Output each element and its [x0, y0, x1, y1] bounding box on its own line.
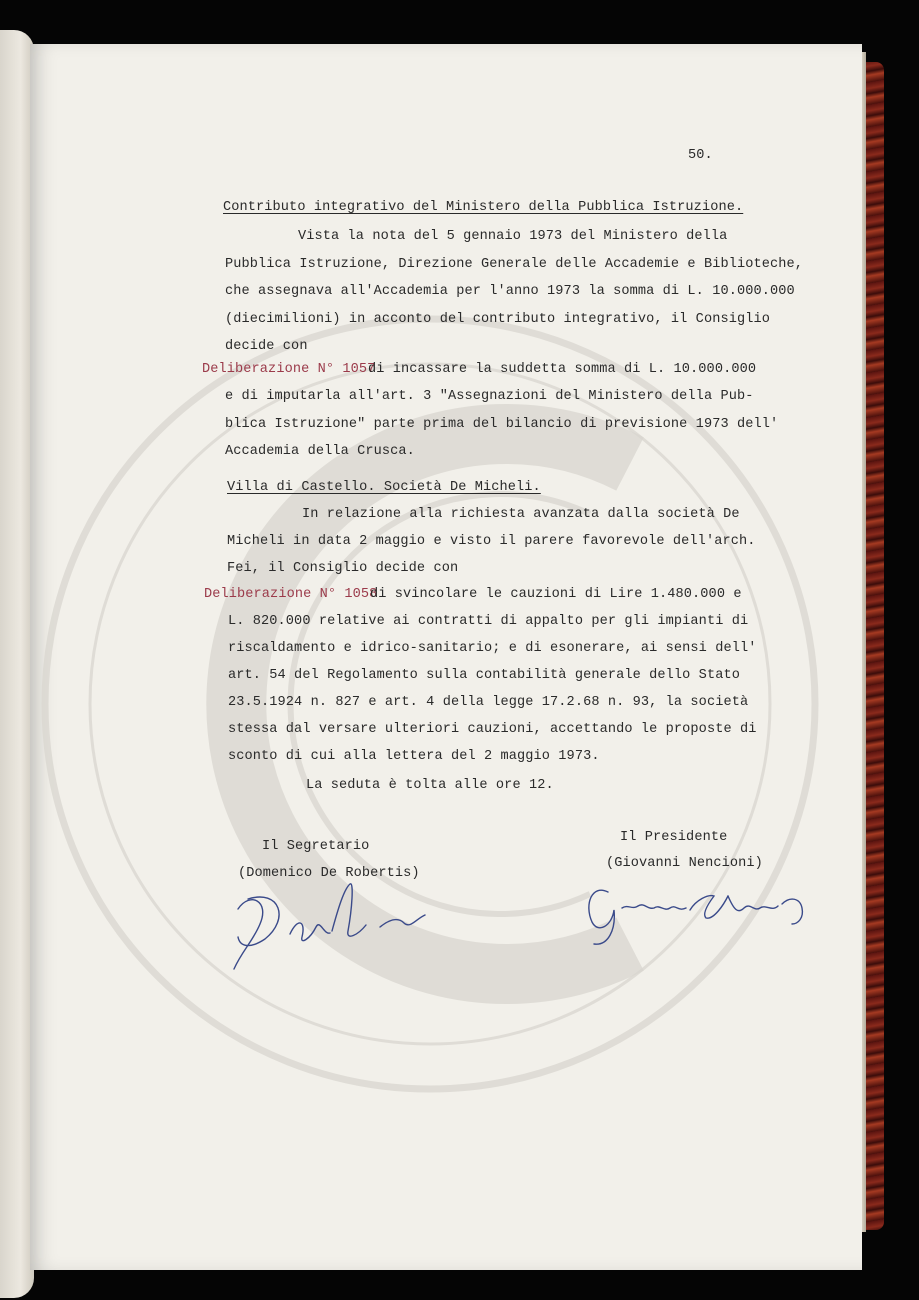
document-page — [30, 44, 862, 1270]
paragraph-line: riscaldamento e idrico-sanitario; e di esonerare, ai sensi dell' — [228, 641, 757, 656]
president-name: (Giovanni Nencioni) — [606, 856, 763, 871]
section-heading-ministero: Contributo integrativo del Ministero della Pubblica Istruzione. — [223, 200, 744, 215]
paragraph-line: art. 54 del Regolamento sulla contabilità generale dello Stato — [228, 668, 740, 683]
paragraph-line: L. 820.000 relative ai contratti di appalto per gli impianti di — [228, 614, 749, 629]
deliberation-number-1057: Deliberazione N° 1057 — [202, 362, 376, 377]
paragraph-line: stessa dal versare ulteriori cauzioni, accettando le proposte di — [228, 722, 757, 737]
paragraph-line: e di imputarla all'art. 3 "Assegnazioni del Ministero della Pub- — [225, 389, 754, 404]
deliberation-number-1058: Deliberazione N° 1058 — [204, 587, 378, 602]
previous-page-edge — [0, 30, 34, 1298]
paragraph-line: 23.5.1924 n. 827 e art. 4 della legge 17.2.68 n. 93, la società — [228, 695, 749, 710]
paragraph-line: Pubblica Istruzione, Direzione Generale delle Accademie e Biblioteche, — [225, 257, 804, 272]
paragraph-line: Fei, il Consiglio decide con — [227, 561, 459, 576]
paragraph-line: blica Istruzione" parte prima del bilancio di previsione 1973 dell' — [225, 417, 779, 432]
paragraph-line: Vista la nota del 5 gennaio 1973 del Ministero della — [298, 229, 728, 244]
watermark-logo — [30, 44, 862, 1270]
paragraph-line: (diecimilioni) in acconto del contributo integrativo, il Consiglio — [225, 312, 770, 327]
paragraph-line: sconto di cui alla lettera del 2 maggio 1973. — [228, 749, 600, 764]
paragraph-line: In relazione alla richiesta avanzata dalla società De — [302, 507, 740, 522]
paragraph-line: di svincolare le cauzioni di Lire 1.480.000 e — [370, 587, 742, 602]
secretary-signature — [220, 879, 440, 979]
secretary-title: Il Segretario — [262, 839, 370, 854]
paragraph-line: Accademia della Crusca. — [225, 444, 415, 459]
paragraph-line: decide con — [225, 339, 308, 354]
paragraph-line: che assegnava all'Accademia per l'anno 1973 la somma di L. 10.000.000 — [225, 284, 795, 299]
closing-line: La seduta è tolta alle ore 12. — [306, 778, 554, 793]
president-title: Il Presidente — [620, 830, 728, 845]
secretary-name: (Domenico De Robertis) — [238, 866, 420, 881]
page-number: 50. — [688, 148, 713, 163]
president-signature — [578, 874, 818, 954]
paragraph-line: di incassare la suddetta somma di L. 10.000.000 — [368, 362, 757, 377]
paragraph-line: Micheli in data 2 maggio e visto il parere favorevole dell'arch. — [227, 534, 756, 549]
section-heading-villa-castello: Villa di Castello. Società De Micheli. — [227, 480, 541, 495]
